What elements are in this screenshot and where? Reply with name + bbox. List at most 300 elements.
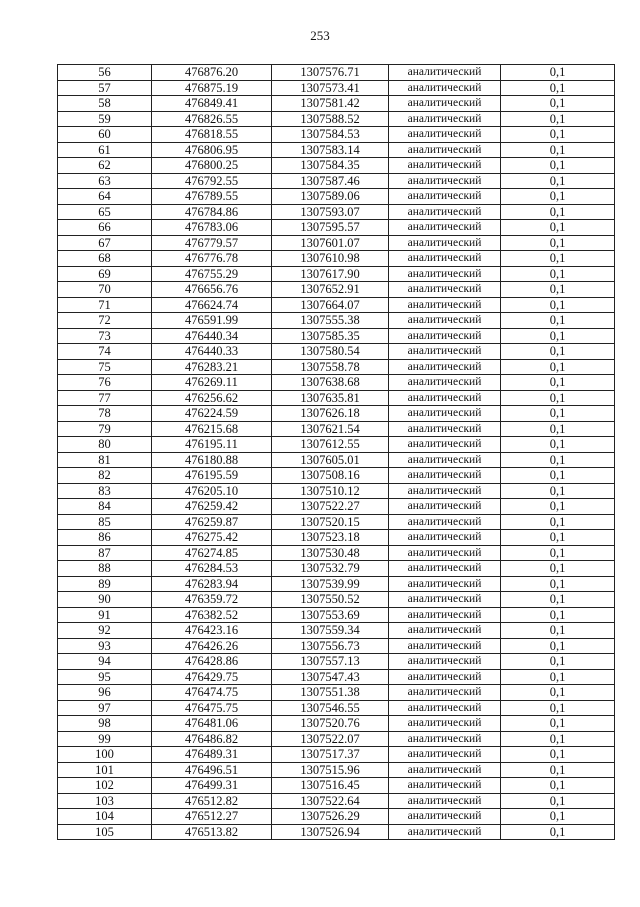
y-coordinate-cell: 1307546.55 <box>272 700 389 716</box>
table-row <box>58 111 615 127</box>
point-number-cell: 92 <box>58 623 152 639</box>
table-row <box>58 793 615 809</box>
accuracy-cell: 0,1 <box>501 313 615 329</box>
method-cell: аналитический <box>389 220 501 236</box>
x-coordinate-cell: 476779.57 <box>152 235 272 251</box>
x-coordinate-cell: 476876.20 <box>152 65 272 81</box>
accuracy-cell: 0,1 <box>501 437 615 453</box>
table-row <box>58 421 615 437</box>
accuracy-cell: 0,1 <box>501 452 615 468</box>
x-coordinate-cell: 476806.95 <box>152 142 272 158</box>
y-coordinate-cell: 1307652.91 <box>272 282 389 298</box>
method-cell: аналитический <box>389 576 501 592</box>
accuracy-cell: 0,1 <box>501 235 615 251</box>
point-number-cell: 93 <box>58 638 152 654</box>
point-number-cell: 105 <box>58 824 152 840</box>
table-row <box>58 204 615 220</box>
accuracy-cell: 0,1 <box>501 483 615 499</box>
method-cell: аналитический <box>389 421 501 437</box>
x-coordinate-cell: 476426.26 <box>152 638 272 654</box>
point-number-cell: 63 <box>58 173 152 189</box>
x-coordinate-cell: 476259.87 <box>152 514 272 530</box>
point-number-cell: 73 <box>58 328 152 344</box>
y-coordinate-cell: 1307555.38 <box>272 313 389 329</box>
x-coordinate-cell: 476180.88 <box>152 452 272 468</box>
method-cell: аналитический <box>389 297 501 313</box>
x-coordinate-cell: 476429.75 <box>152 669 272 685</box>
table-row <box>58 685 615 701</box>
y-coordinate-cell: 1307526.94 <box>272 824 389 840</box>
x-coordinate-cell: 476195.11 <box>152 437 272 453</box>
table-row <box>58 545 615 561</box>
y-coordinate-cell: 1307601.07 <box>272 235 389 251</box>
point-number-cell: 65 <box>58 204 152 220</box>
accuracy-cell: 0,1 <box>501 266 615 282</box>
point-number-cell: 80 <box>58 437 152 453</box>
accuracy-cell: 0,1 <box>501 747 615 763</box>
x-coordinate-cell: 476440.34 <box>152 328 272 344</box>
table-row <box>58 623 615 639</box>
x-coordinate-cell: 476496.51 <box>152 762 272 778</box>
y-coordinate-cell: 1307617.90 <box>272 266 389 282</box>
accuracy-cell: 0,1 <box>501 406 615 422</box>
x-coordinate-cell: 476284.53 <box>152 561 272 577</box>
accuracy-cell: 0,1 <box>501 111 615 127</box>
x-coordinate-cell: 476359.72 <box>152 592 272 608</box>
accuracy-cell: 0,1 <box>501 142 615 158</box>
method-cell: аналитический <box>389 251 501 267</box>
table-row <box>58 127 615 143</box>
method-cell: аналитический <box>389 390 501 406</box>
point-number-cell: 94 <box>58 654 152 670</box>
x-coordinate-cell: 476475.75 <box>152 700 272 716</box>
method-cell: аналитический <box>389 762 501 778</box>
method-cell: аналитический <box>389 731 501 747</box>
accuracy-cell: 0,1 <box>501 204 615 220</box>
accuracy-cell: 0,1 <box>501 685 615 701</box>
x-coordinate-cell: 476800.25 <box>152 158 272 174</box>
accuracy-cell: 0,1 <box>501 189 615 205</box>
accuracy-cell: 0,1 <box>501 669 615 685</box>
point-number-cell: 67 <box>58 235 152 251</box>
y-coordinate-cell: 1307516.45 <box>272 778 389 794</box>
table-row <box>58 468 615 484</box>
accuracy-cell: 0,1 <box>501 530 615 546</box>
table-row <box>58 96 615 112</box>
table-row <box>58 561 615 577</box>
x-coordinate-cell: 476481.06 <box>152 716 272 732</box>
point-number-cell: 74 <box>58 344 152 360</box>
y-coordinate-cell: 1307558.78 <box>272 359 389 375</box>
table-row <box>58 731 615 747</box>
x-coordinate-cell: 476224.59 <box>152 406 272 422</box>
table-row <box>58 747 615 763</box>
y-coordinate-cell: 1307556.73 <box>272 638 389 654</box>
x-coordinate-cell: 476256.62 <box>152 390 272 406</box>
table-row <box>58 313 615 329</box>
y-coordinate-cell: 1307520.15 <box>272 514 389 530</box>
x-coordinate-cell: 476499.31 <box>152 778 272 794</box>
accuracy-cell: 0,1 <box>501 778 615 794</box>
method-cell: аналитический <box>389 359 501 375</box>
accuracy-cell: 0,1 <box>501 638 615 654</box>
point-number-cell: 61 <box>58 142 152 158</box>
x-coordinate-cell: 476512.27 <box>152 809 272 825</box>
accuracy-cell: 0,1 <box>501 731 615 747</box>
y-coordinate-cell: 1307584.35 <box>272 158 389 174</box>
accuracy-cell: 0,1 <box>501 809 615 825</box>
point-number-cell: 56 <box>58 65 152 81</box>
x-coordinate-cell: 476849.41 <box>152 96 272 112</box>
y-coordinate-cell: 1307515.96 <box>272 762 389 778</box>
table-row <box>58 282 615 298</box>
point-number-cell: 99 <box>58 731 152 747</box>
x-coordinate-cell: 476195.59 <box>152 468 272 484</box>
method-cell: аналитический <box>389 204 501 220</box>
point-number-cell: 87 <box>58 545 152 561</box>
x-coordinate-cell: 476489.31 <box>152 747 272 763</box>
y-coordinate-cell: 1307532.79 <box>272 561 389 577</box>
accuracy-cell: 0,1 <box>501 375 615 391</box>
accuracy-cell: 0,1 <box>501 220 615 236</box>
x-coordinate-cell: 476283.21 <box>152 359 272 375</box>
point-number-cell: 58 <box>58 96 152 112</box>
accuracy-cell: 0,1 <box>501 545 615 561</box>
point-number-cell: 64 <box>58 189 152 205</box>
y-coordinate-cell: 1307589.06 <box>272 189 389 205</box>
x-coordinate-cell: 476440.33 <box>152 344 272 360</box>
point-number-cell: 90 <box>58 592 152 608</box>
method-cell: аналитический <box>389 235 501 251</box>
y-coordinate-cell: 1307612.55 <box>272 437 389 453</box>
x-coordinate-cell: 476428.86 <box>152 654 272 670</box>
method-cell: аналитический <box>389 669 501 685</box>
y-coordinate-cell: 1307610.98 <box>272 251 389 267</box>
accuracy-cell: 0,1 <box>501 654 615 670</box>
x-coordinate-cell: 476875.19 <box>152 80 272 96</box>
y-coordinate-cell: 1307508.16 <box>272 468 389 484</box>
x-coordinate-cell: 476513.82 <box>152 824 272 840</box>
coordinates-table-body <box>58 65 615 840</box>
x-coordinate-cell: 476283.94 <box>152 576 272 592</box>
method-cell: аналитический <box>389 716 501 732</box>
accuracy-cell: 0,1 <box>501 793 615 809</box>
method-cell: аналитический <box>389 561 501 577</box>
x-coordinate-cell: 476591.99 <box>152 313 272 329</box>
accuracy-cell: 0,1 <box>501 282 615 298</box>
point-number-cell: 91 <box>58 607 152 623</box>
y-coordinate-cell: 1307547.43 <box>272 669 389 685</box>
x-coordinate-cell: 476512.82 <box>152 793 272 809</box>
accuracy-cell: 0,1 <box>501 499 615 515</box>
method-cell: аналитический <box>389 344 501 360</box>
table-row <box>58 158 615 174</box>
point-number-cell: 86 <box>58 530 152 546</box>
point-number-cell: 60 <box>58 127 152 143</box>
table-row <box>58 142 615 158</box>
x-coordinate-cell: 476474.75 <box>152 685 272 701</box>
method-cell: аналитический <box>389 437 501 453</box>
y-coordinate-cell: 1307522.64 <box>272 793 389 809</box>
point-number-cell: 98 <box>58 716 152 732</box>
table-row <box>58 483 615 499</box>
page-number: 253 <box>310 28 330 43</box>
y-coordinate-cell: 1307587.46 <box>272 173 389 189</box>
y-coordinate-cell: 1307526.29 <box>272 809 389 825</box>
point-number-cell: 71 <box>58 297 152 313</box>
method-cell: аналитический <box>389 778 501 794</box>
table-row <box>58 607 615 623</box>
accuracy-cell: 0,1 <box>501 251 615 267</box>
method-cell: аналитический <box>389 80 501 96</box>
y-coordinate-cell: 1307584.53 <box>272 127 389 143</box>
table-row <box>58 189 615 205</box>
y-coordinate-cell: 1307517.37 <box>272 747 389 763</box>
y-coordinate-cell: 1307523.18 <box>272 530 389 546</box>
x-coordinate-cell: 476755.29 <box>152 266 272 282</box>
y-coordinate-cell: 1307573.41 <box>272 80 389 96</box>
table-row <box>58 700 615 716</box>
point-number-cell: 97 <box>58 700 152 716</box>
accuracy-cell: 0,1 <box>501 576 615 592</box>
point-number-cell: 82 <box>58 468 152 484</box>
table-row <box>58 220 615 236</box>
y-coordinate-cell: 1307559.34 <box>272 623 389 639</box>
method-cell: аналитический <box>389 452 501 468</box>
x-coordinate-cell: 476275.42 <box>152 530 272 546</box>
point-number-cell: 85 <box>58 514 152 530</box>
method-cell: аналитический <box>389 406 501 422</box>
x-coordinate-cell: 476274.85 <box>152 545 272 561</box>
method-cell: аналитический <box>389 127 501 143</box>
method-cell: аналитический <box>389 111 501 127</box>
point-number-cell: 59 <box>58 111 152 127</box>
accuracy-cell: 0,1 <box>501 80 615 96</box>
x-coordinate-cell: 476784.86 <box>152 204 272 220</box>
point-number-cell: 66 <box>58 220 152 236</box>
method-cell: аналитический <box>389 189 501 205</box>
y-coordinate-cell: 1307581.42 <box>272 96 389 112</box>
point-number-cell: 78 <box>58 406 152 422</box>
point-number-cell: 101 <box>58 762 152 778</box>
accuracy-cell: 0,1 <box>501 421 615 437</box>
accuracy-cell: 0,1 <box>501 390 615 406</box>
accuracy-cell: 0,1 <box>501 700 615 716</box>
x-coordinate-cell: 476783.06 <box>152 220 272 236</box>
method-cell: аналитический <box>389 65 501 81</box>
accuracy-cell: 0,1 <box>501 607 615 623</box>
point-number-cell: 57 <box>58 80 152 96</box>
accuracy-cell: 0,1 <box>501 65 615 81</box>
x-coordinate-cell: 476818.55 <box>152 127 272 143</box>
accuracy-cell: 0,1 <box>501 127 615 143</box>
x-coordinate-cell: 476382.52 <box>152 607 272 623</box>
table-row <box>58 452 615 468</box>
y-coordinate-cell: 1307635.81 <box>272 390 389 406</box>
accuracy-cell: 0,1 <box>501 96 615 112</box>
x-coordinate-cell: 476656.76 <box>152 282 272 298</box>
y-coordinate-cell: 1307553.69 <box>272 607 389 623</box>
method-cell: аналитический <box>389 375 501 391</box>
point-number-cell: 103 <box>58 793 152 809</box>
table-row <box>58 809 615 825</box>
point-number-cell: 76 <box>58 375 152 391</box>
y-coordinate-cell: 1307585.35 <box>272 328 389 344</box>
y-coordinate-cell: 1307530.48 <box>272 545 389 561</box>
table-row <box>58 328 615 344</box>
accuracy-cell: 0,1 <box>501 158 615 174</box>
y-coordinate-cell: 1307539.99 <box>272 576 389 592</box>
method-cell: аналитический <box>389 282 501 298</box>
table-row <box>58 514 615 530</box>
x-coordinate-cell: 476776.78 <box>152 251 272 267</box>
method-cell: аналитический <box>389 142 501 158</box>
method-cell: аналитический <box>389 685 501 701</box>
table-row <box>58 716 615 732</box>
accuracy-cell: 0,1 <box>501 344 615 360</box>
x-coordinate-cell: 476486.82 <box>152 731 272 747</box>
table-row <box>58 638 615 654</box>
y-coordinate-cell: 1307595.57 <box>272 220 389 236</box>
method-cell: аналитический <box>389 747 501 763</box>
method-cell: аналитический <box>389 824 501 840</box>
table-row <box>58 499 615 515</box>
y-coordinate-cell: 1307550.52 <box>272 592 389 608</box>
method-cell: аналитический <box>389 623 501 639</box>
method-cell: аналитический <box>389 638 501 654</box>
method-cell: аналитический <box>389 607 501 623</box>
point-number-cell: 83 <box>58 483 152 499</box>
y-coordinate-cell: 1307664.07 <box>272 297 389 313</box>
method-cell: аналитический <box>389 313 501 329</box>
point-number-cell: 96 <box>58 685 152 701</box>
table-row <box>58 297 615 313</box>
method-cell: аналитический <box>389 468 501 484</box>
method-cell: аналитический <box>389 96 501 112</box>
accuracy-cell: 0,1 <box>501 514 615 530</box>
method-cell: аналитический <box>389 530 501 546</box>
point-number-cell: 68 <box>58 251 152 267</box>
table-row <box>58 173 615 189</box>
method-cell: аналитический <box>389 700 501 716</box>
method-cell: аналитический <box>389 809 501 825</box>
y-coordinate-cell: 1307626.18 <box>272 406 389 422</box>
point-number-cell: 77 <box>58 390 152 406</box>
y-coordinate-cell: 1307522.27 <box>272 499 389 515</box>
x-coordinate-cell: 476826.55 <box>152 111 272 127</box>
x-coordinate-cell: 476789.55 <box>152 189 272 205</box>
x-coordinate-cell: 476205.10 <box>152 483 272 499</box>
table-row <box>58 65 615 81</box>
table-row <box>58 592 615 608</box>
point-number-cell: 70 <box>58 282 152 298</box>
table-row <box>58 375 615 391</box>
method-cell: аналитический <box>389 328 501 344</box>
accuracy-cell: 0,1 <box>501 173 615 189</box>
y-coordinate-cell: 1307551.38 <box>272 685 389 701</box>
coordinates-table <box>57 64 615 840</box>
method-cell: аналитический <box>389 514 501 530</box>
point-number-cell: 69 <box>58 266 152 282</box>
table-row <box>58 762 615 778</box>
table-row <box>58 266 615 282</box>
y-coordinate-cell: 1307621.54 <box>272 421 389 437</box>
y-coordinate-cell: 1307588.52 <box>272 111 389 127</box>
accuracy-cell: 0,1 <box>501 762 615 778</box>
table-row <box>58 824 615 840</box>
method-cell: аналитический <box>389 173 501 189</box>
table-row <box>58 390 615 406</box>
point-number-cell: 79 <box>58 421 152 437</box>
accuracy-cell: 0,1 <box>501 592 615 608</box>
table-row <box>58 778 615 794</box>
y-coordinate-cell: 1307510.12 <box>272 483 389 499</box>
table-row <box>58 669 615 685</box>
x-coordinate-cell: 476423.16 <box>152 623 272 639</box>
accuracy-cell: 0,1 <box>501 824 615 840</box>
table-row <box>58 530 615 546</box>
table-row <box>58 359 615 375</box>
y-coordinate-cell: 1307583.14 <box>272 142 389 158</box>
y-coordinate-cell: 1307605.01 <box>272 452 389 468</box>
table-row <box>58 80 615 96</box>
accuracy-cell: 0,1 <box>501 561 615 577</box>
y-coordinate-cell: 1307576.71 <box>272 65 389 81</box>
x-coordinate-cell: 476792.55 <box>152 173 272 189</box>
point-number-cell: 100 <box>58 747 152 763</box>
accuracy-cell: 0,1 <box>501 359 615 375</box>
y-coordinate-cell: 1307593.07 <box>272 204 389 220</box>
point-number-cell: 72 <box>58 313 152 329</box>
point-number-cell: 104 <box>58 809 152 825</box>
accuracy-cell: 0,1 <box>501 468 615 484</box>
point-number-cell: 75 <box>58 359 152 375</box>
table-row <box>58 406 615 422</box>
method-cell: аналитический <box>389 266 501 282</box>
y-coordinate-cell: 1307557.13 <box>272 654 389 670</box>
point-number-cell: 95 <box>58 669 152 685</box>
point-number-cell: 62 <box>58 158 152 174</box>
table-row <box>58 251 615 267</box>
y-coordinate-cell: 1307580.54 <box>272 344 389 360</box>
point-number-cell: 89 <box>58 576 152 592</box>
point-number-cell: 88 <box>58 561 152 577</box>
point-number-cell: 102 <box>58 778 152 794</box>
y-coordinate-cell: 1307522.07 <box>272 731 389 747</box>
x-coordinate-cell: 476215.68 <box>152 421 272 437</box>
method-cell: аналитический <box>389 793 501 809</box>
x-coordinate-cell: 476269.11 <box>152 375 272 391</box>
method-cell: аналитический <box>389 483 501 499</box>
point-number-cell: 81 <box>58 452 152 468</box>
method-cell: аналитический <box>389 654 501 670</box>
accuracy-cell: 0,1 <box>501 623 615 639</box>
table-row <box>58 576 615 592</box>
method-cell: аналитический <box>389 158 501 174</box>
x-coordinate-cell: 476259.42 <box>152 499 272 515</box>
table-row <box>58 654 615 670</box>
method-cell: аналитический <box>389 499 501 515</box>
table-row <box>58 235 615 251</box>
table-row <box>58 344 615 360</box>
accuracy-cell: 0,1 <box>501 328 615 344</box>
table-row <box>58 437 615 453</box>
accuracy-cell: 0,1 <box>501 716 615 732</box>
point-number-cell: 84 <box>58 499 152 515</box>
method-cell: аналитический <box>389 545 501 561</box>
y-coordinate-cell: 1307520.76 <box>272 716 389 732</box>
method-cell: аналитический <box>389 592 501 608</box>
